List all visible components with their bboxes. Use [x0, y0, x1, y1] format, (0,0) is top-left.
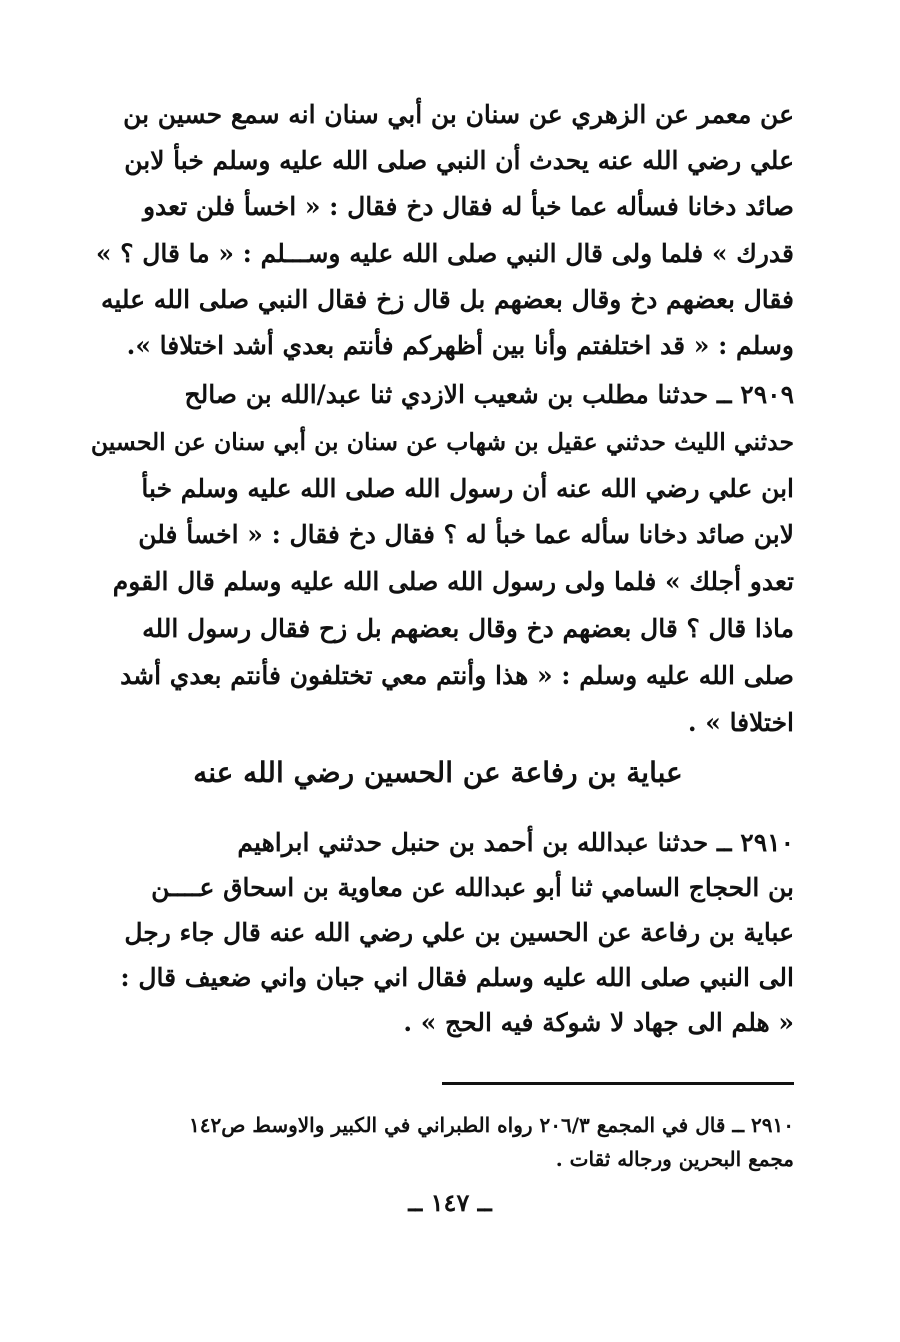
text-line: ماذا قال ؟ قال بعضهم دخ وقال بعضهم بل زح فقال رسول الله [142, 613, 794, 643]
paragraph-hadith-2908-continuation [82, 92, 794, 369]
text-line: حدثني الليث حدثني عقيل بن شهاب عن سنان بن أبي سنان عن الحسين [90, 427, 794, 456]
text-line: الى النبي صلى الله عليه وسلم فقال اني جبان واني ضعيف قال : [120, 963, 794, 992]
footnote-line: ٢٩١٠ ــ قال في المجمع ٢٠٦/٣ رواه الطبراني في الكبير والاوسط ص١٤٢ [188, 1113, 794, 1137]
paragraph-hadith-2909 [82, 372, 794, 746]
text-line: قدرك » فلما ولى قال النبي صلى الله عليه وســـلم : « ما قال ؟ » [95, 238, 794, 268]
footnote-divider [442, 1082, 794, 1085]
text-line: عباية بن رفاعة عن الحسين بن علي رضي الله عنه قال جاء رجل [124, 918, 794, 947]
section-heading: عباية بن رفاعة عن الحسين رضي الله عنه [193, 756, 683, 789]
text-line: ابن علي رضي الله عنه أن رسول الله صلى الله عليه وسلم خبأ [141, 473, 794, 503]
page-number: ــ ١٤٧ ــ [408, 1188, 492, 1217]
text-line: اختلافا » . [687, 707, 794, 737]
text-line: بن الحجاج السامي ثنا أبو عبدالله عن معاوية بن اسحاق عــــن [151, 873, 794, 902]
text-line: صائد دخانا فسأله عما خبأ له فقال دخ فقال : « اخسأ فلن تعدو [142, 192, 794, 222]
text-line: عن معمر عن الزهري عن سنان بن أبي سنان انه سمع حسين بن [123, 100, 794, 129]
text-line: وسلم : « قد اختلفتم وأنا بين أظهركم فأنتم بعدي أشد اختلافا ». [126, 330, 794, 360]
text-line: « هلم الى جهاد لا شوكة فيه الحج » . [403, 1008, 794, 1037]
text-line: علي رضي الله عنه يحدث أن النبي صلى الله عليه وسلم خبأ لابن [124, 146, 794, 176]
footnote-line: مجمع البحرين ورجاله ثقات . [555, 1147, 794, 1171]
text-line: فقال بعضهم دخ وقال بعضهم بل قال زخ فقال النبي صلى الله عليه [100, 284, 794, 314]
text-line: صلى الله عليه وسلم : « هذا وأنتم معي تختلفون فأنتم بعدي أشد [120, 660, 794, 690]
text-line: لابن صائد دخانا سأله عما خبأ له ؟ فقال دخ فقال : « اخسأ فلن [138, 520, 794, 550]
text-line: تعدو أجلك » فلما ولى رسول الله صلى الله عليه وسلم قال القوم [112, 567, 794, 597]
text-line: ٢٩١٠ ــ حدثنا عبدالله بن أحمد بن حنبل حدثني ابراهيم [237, 828, 794, 857]
paragraph-hadith-2910 [82, 820, 794, 1045]
text-line: ٢٩٠٩ ــ حدثنا مطلب بن شعيب الازدي ثنا عبد/الله بن صالح [184, 380, 794, 409]
footnote [82, 1108, 794, 1176]
